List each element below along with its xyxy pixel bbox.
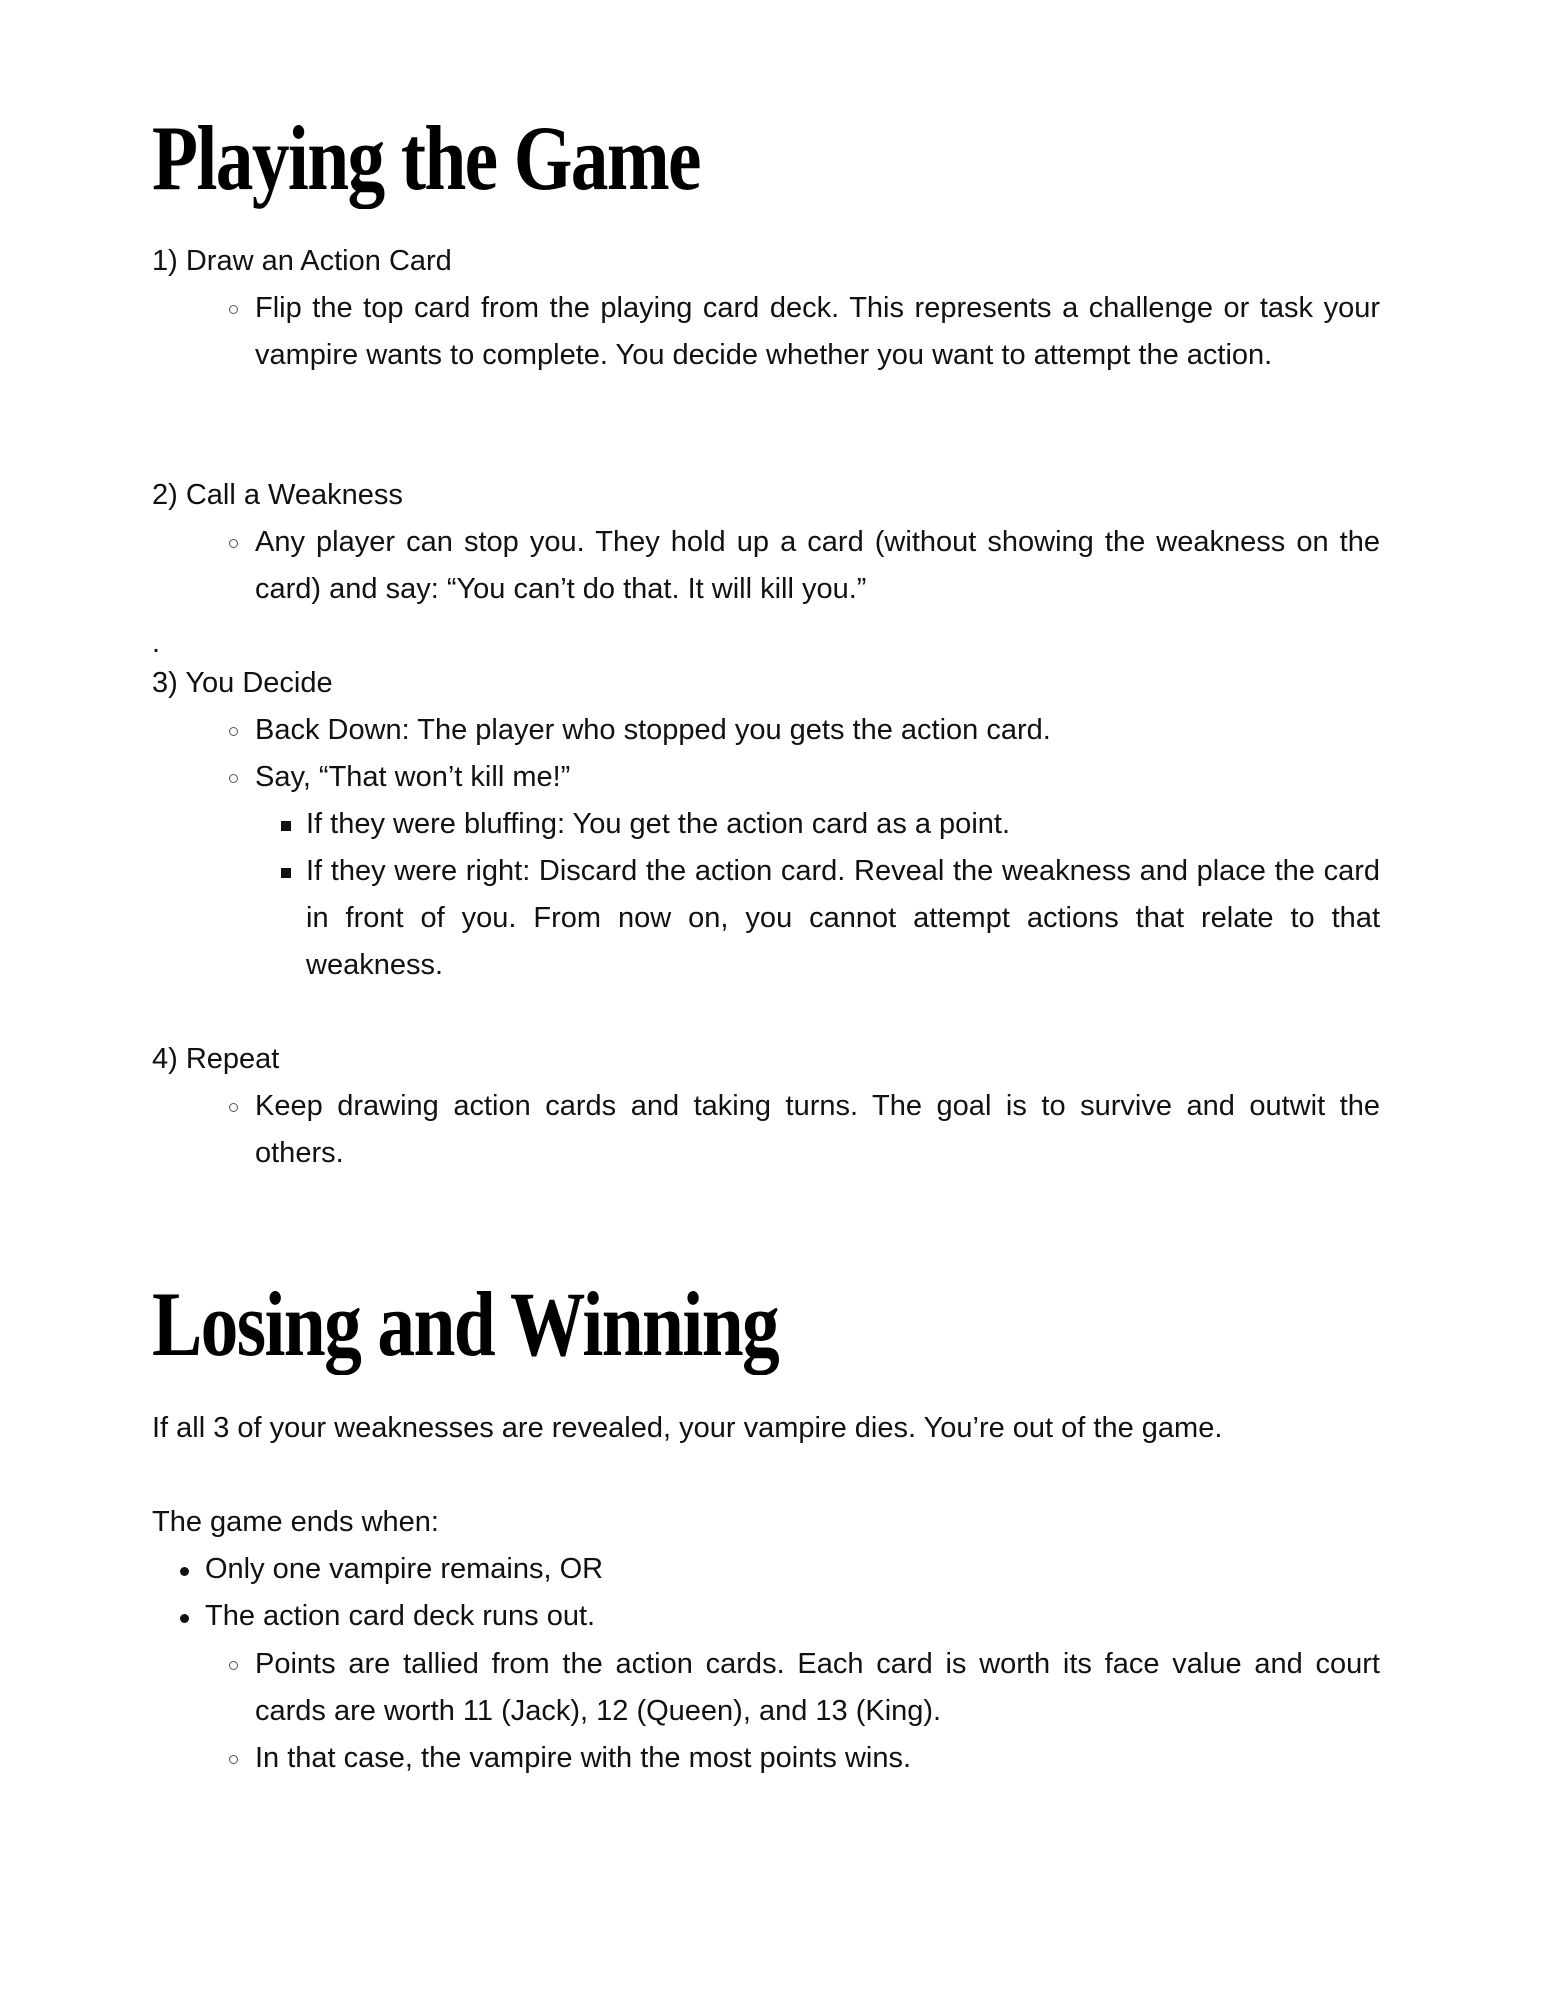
- step-label: 3) You Decide: [152, 667, 333, 699]
- square-bullet-icon: [281, 868, 291, 878]
- end-subitem: In that case, the vampire with the most points wins.: [255, 1742, 912, 1774]
- end-subitem: Points are tallied from the action cards. Each card is worth its face value and court cards are worth 11 (Jack), 12 (Queen), and 13 (King).: [255, 1648, 1380, 1727]
- hollow-bullet-icon: [229, 727, 238, 736]
- hollow-bullet-icon: [229, 539, 238, 548]
- disc-bullet-icon: [180, 1614, 189, 1623]
- step-label: 1) Draw an Action Card: [152, 245, 452, 277]
- section-heading-losing-winning: Losing and Winning: [152, 1273, 779, 1375]
- step-item: Any player can stop you. They hold up a card (without showing the weakness on the card) and say: “You can’t do that. It will kill you.”: [255, 526, 1380, 605]
- end-condition: Only one vampire remains, OR: [205, 1553, 604, 1585]
- hollow-bullet-icon: [229, 305, 238, 314]
- step-subitem: If they were right: Discard the action card. Reveal the weakness and place the card in front of you. From now on, you cannot attempt actions that relate to that weakness.: [306, 855, 1380, 981]
- end-condition: The action card deck runs out.: [205, 1600, 596, 1632]
- step-item: Flip the top card from the playing card deck. This represents a challenge or task your vampire wants to complete. You decide whether you want to attempt the action.: [255, 292, 1380, 371]
- step-item: Say, “That won’t kill me!”: [255, 761, 571, 793]
- step-item: Keep drawing action cards and taking turns. The goal is to survive and outwit the others.: [255, 1090, 1380, 1169]
- disc-bullet-icon: [180, 1567, 189, 1576]
- step-item: Back Down: The player who stopped you gets the action card.: [255, 714, 1051, 746]
- section-heading-playing: Playing the Game: [152, 107, 700, 209]
- step-label: 4) Repeat: [152, 1043, 280, 1075]
- intro-paragraph: If all 3 of your weaknesses are revealed, your vampire dies. You’re out of the game.: [152, 1412, 1223, 1444]
- trailing-mark: .: [152, 627, 161, 659]
- hollow-bullet-icon: [229, 1661, 238, 1670]
- step-subitem: If they were bluffing: You get the action card as a point.: [306, 808, 1011, 840]
- hollow-bullet-icon: [229, 1103, 238, 1112]
- square-bullet-icon: [281, 821, 291, 831]
- step-label: 2) Call a Weakness: [152, 479, 403, 511]
- ends-label: The game ends when:: [152, 1506, 439, 1538]
- hollow-bullet-icon: [229, 1755, 238, 1764]
- hollow-bullet-icon: [229, 774, 238, 783]
